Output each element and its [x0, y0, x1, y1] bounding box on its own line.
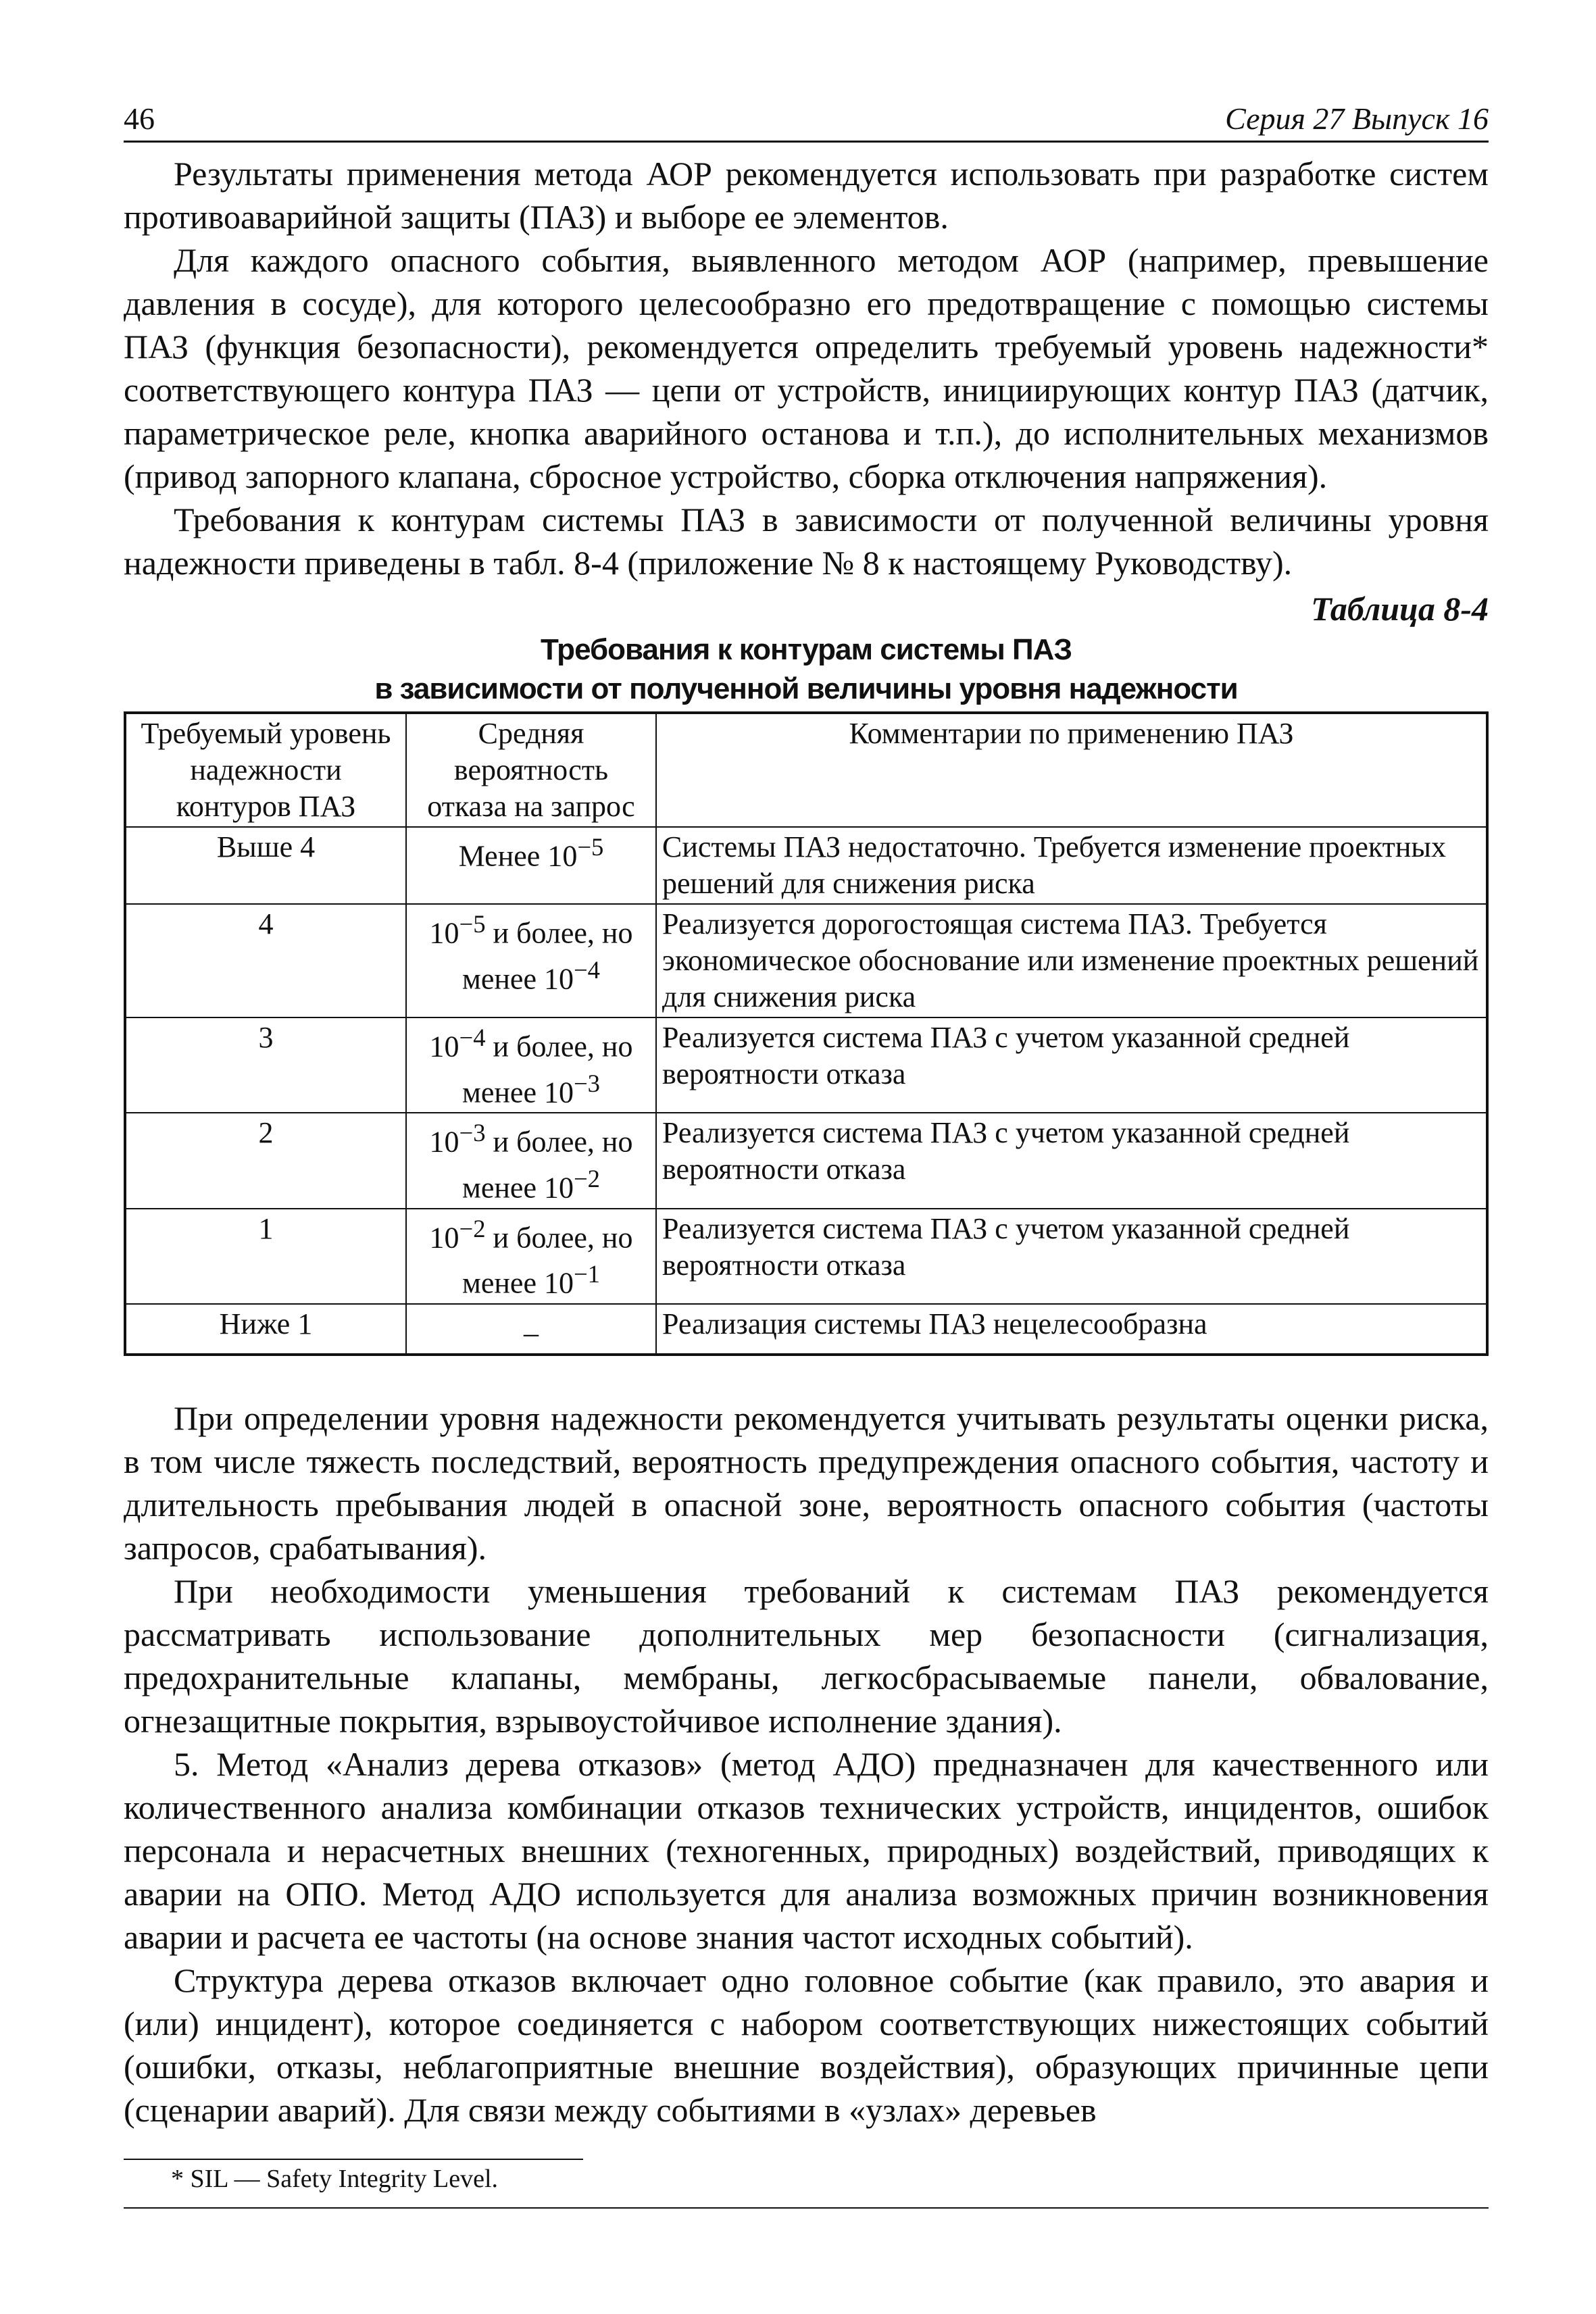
table-number: Таблица 8-4 [1311, 590, 1489, 628]
level-cell: 4 [125, 904, 406, 1017]
probability-cell: $10^{-4}$ и более, но менее $10^{-3}$ [406, 1017, 656, 1113]
paragraph: Требования к контурам системы ПАЗ в зависимости от полученной величины уровня надежности приведены в табл. 8-4 (приложение № 8 к настоящему Руководству). [124, 501, 1489, 582]
column-header-comment: Комментарии по применению ПАЗ [656, 713, 1487, 827]
table-title-line-1: Требования к контурам системы ПАЗ [540, 633, 1072, 666]
column-header-probability: Средняя вероятность отказа на запрос [406, 713, 656, 827]
requirements-table [124, 711, 1489, 1356]
page-number: 46 [124, 101, 155, 136]
table-row [125, 904, 1487, 1017]
table-row [125, 827, 1487, 904]
level-cell: 1 [125, 1209, 406, 1304]
level-cell: 3 [125, 1017, 406, 1113]
page-header [124, 101, 1489, 143]
table-row [125, 1017, 1487, 1113]
body-text-bottom [124, 1397, 1489, 2132]
paragraph: Результаты применения метода АОР рекомендуется использовать при разработке систем противоаварийной защиты (ПАЗ) и выборе ее элементов. [124, 155, 1489, 236]
level-cell: Выше 4 [125, 827, 406, 904]
paragraph: Структура дерева отказов включает одно головное событие (как правило, это авария и (или) инцидент), которое соединяется с набором соответствующих нижестоящих событий (ошибки, отказы, неблагоприятные внешние воздействия), образующих причинные цепи (сценарии аварий). Для связи между событиями в «узлах» деревьев [124, 1961, 1489, 2129]
comment-cell: Системы ПАЗ недостаточно. Требуется изменение проектных решений для снижения риска [656, 827, 1487, 904]
paragraph: При определении уровня надежности рекомендуется учитывать результаты оценки риска, в том числе тяжесть последствий, вероятность предупреждения опасного события, частоту и длительность пребывания людей в опасной зоне, вероятность опасного события (частоты запросов, срабатывания). [124, 1399, 1489, 1567]
paragraph: 5. Метод «Анализ дерева отказов» (метод АДО) предназначен для качественного или количественного анализа комбинации отказов технических устройств, инцидентов, ошибок персонала и нерасчетных внешних (техногенных, природных) воздействий, приводящих к аварии на ОПО. Метод АДО используется для анализа возможных причин возникновения аварии и расчета ее частоты (на основе знания частот исходных событий). [124, 1744, 1489, 1956]
document-page [124, 101, 1489, 2209]
table-header-row [125, 713, 1487, 827]
level-cell: 2 [125, 1113, 406, 1208]
comment-cell: Реализуется дорогостоящая система ПАЗ. Требуется экономическое обоснование или изменение проектных решений для снижения риска [656, 904, 1487, 1017]
probability-cell: $10^{-5}$ и более, но менее $10^{-4}$ [406, 904, 656, 1017]
column-header-level: Требуемый уровень надежности контуров ПАЗ [125, 713, 406, 827]
page-bottom-divider [124, 2207, 1489, 2209]
comment-cell: Реализуется система ПАЗ с учетом указанной средней вероятности отказа [656, 1209, 1487, 1304]
probability-cell: Менее $10^{-5}$ [406, 827, 656, 904]
table-row [125, 1113, 1487, 1208]
comment-cell: Реализуется система ПАЗ с учетом указанной средней вероятности отказа [656, 1113, 1487, 1208]
series-label: Серия 27 Выпуск 16 [1225, 101, 1489, 136]
probability-cell: – [406, 1304, 656, 1355]
probability-cell: $10^{-3}$ и более, но менее $10^{-2}$ [406, 1113, 656, 1208]
footnote: * SIL — Safety Integrity Level. [171, 2164, 499, 2193]
level-cell: Ниже 1 [125, 1304, 406, 1355]
table-title-line-2: в зависимости от полученной величины уровня надежности [374, 672, 1238, 705]
comment-cell: Реализуется система ПАЗ с учетом указанной средней вероятности отказа [656, 1017, 1487, 1113]
comment-cell: Реализация системы ПАЗ нецелесообразна [656, 1304, 1487, 1355]
table-row [125, 1304, 1487, 1355]
table-row [125, 1209, 1487, 1304]
paragraph: Для каждого опасного события, выявленного методом АОР (например, превышение давления в сосуде), для которого целесообразно его предотвращение с помощью системы ПАЗ (функция безопасности), рекомендуется определить требуемый уровень надежности* соответствующего контура ПАЗ — цепи от устройств, инициирующих контур ПАЗ (датчик, параметрическое реле, кнопка аварийного останова и т.п.), до исполнительных механизмов (привод запорного клапана, сбросное устройство, сборка отключения напряжения). [124, 241, 1489, 495]
paragraph: При необходимости уменьшения требований к системам ПАЗ рекомендуется рассматривать использование дополнительных мер безопасности (сигнализация, предохранительные клапаны, мембраны, легкосбрасываемые панели, обвалование, огнезащитные покрытия, взрывоустойчивое исполнение здания). [124, 1571, 1489, 1740]
body-text-top [124, 152, 1489, 584]
probability-cell: $10^{-2}$ и более, но менее $10^{-1}$ [406, 1209, 656, 1304]
